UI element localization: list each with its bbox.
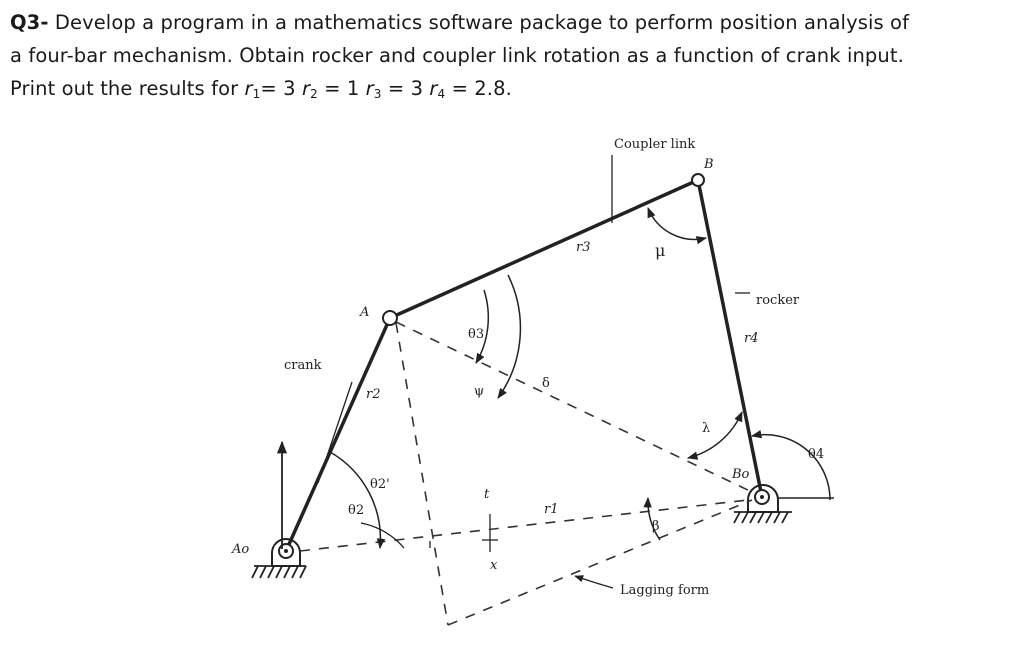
ground-hatch-ao — [252, 566, 306, 578]
question-label: Q3- — [10, 11, 49, 34]
diagonal-a-bo — [396, 322, 752, 492]
lambda-arc — [688, 412, 742, 458]
joint-b — [692, 174, 704, 186]
label-crank: crank — [284, 358, 322, 373]
label-x: x — [490, 558, 498, 573]
lagging-leader — [575, 576, 613, 588]
label-r2: r2 — [366, 387, 381, 402]
label-theta2-prime: θ2' — [370, 477, 390, 492]
lagging-coupler-line — [396, 323, 448, 625]
ground-hatch-bo — [734, 512, 792, 523]
label-t: t — [484, 487, 490, 502]
crank-leader — [318, 382, 352, 483]
label-theta3: θ3 — [468, 327, 485, 342]
mu-arc — [648, 208, 706, 239]
label-bo: Bo — [732, 467, 750, 482]
question-line-2: a four-bar mechanism. Obtain rocker and coupler link rotation as a function of crank input. — [10, 44, 904, 67]
coupler-link — [390, 180, 698, 318]
label-a: A — [360, 305, 370, 320]
label-mu: μ — [655, 241, 666, 260]
question-line-1: Q3- Develop a program in a mathematics software package to perform position analysis of — [10, 11, 910, 34]
label-delta: δ — [542, 376, 550, 391]
label-lagging-form: Lagging form — [620, 583, 710, 598]
label-b: B — [704, 157, 714, 172]
theta2-arc — [330, 452, 380, 548]
label-theta2: θ2 — [348, 503, 365, 518]
label-lambda: λ — [702, 421, 711, 436]
label-psi: ψ — [474, 384, 485, 399]
label-coupler-link: Coupler link — [614, 137, 696, 152]
label-r3: r3 — [576, 240, 591, 255]
ground-line-r1 — [300, 500, 748, 551]
question-line-3: Print out the results for $r_1= 3$ $r_2 = 1$ $r_3 = 3$ $r_4 = 2.8$. — [10, 77, 512, 101]
label-rocker: rocker — [756, 293, 800, 308]
label-r1: r1 — [544, 502, 559, 517]
label-beta: β — [652, 519, 660, 534]
label-ao: Ao — [232, 542, 250, 557]
label-theta4: θ4 — [808, 447, 825, 462]
label-r4: r4 — [744, 331, 759, 346]
theta2-prime-arc — [361, 523, 404, 548]
crank-link — [286, 318, 390, 551]
joint-a — [383, 311, 397, 325]
